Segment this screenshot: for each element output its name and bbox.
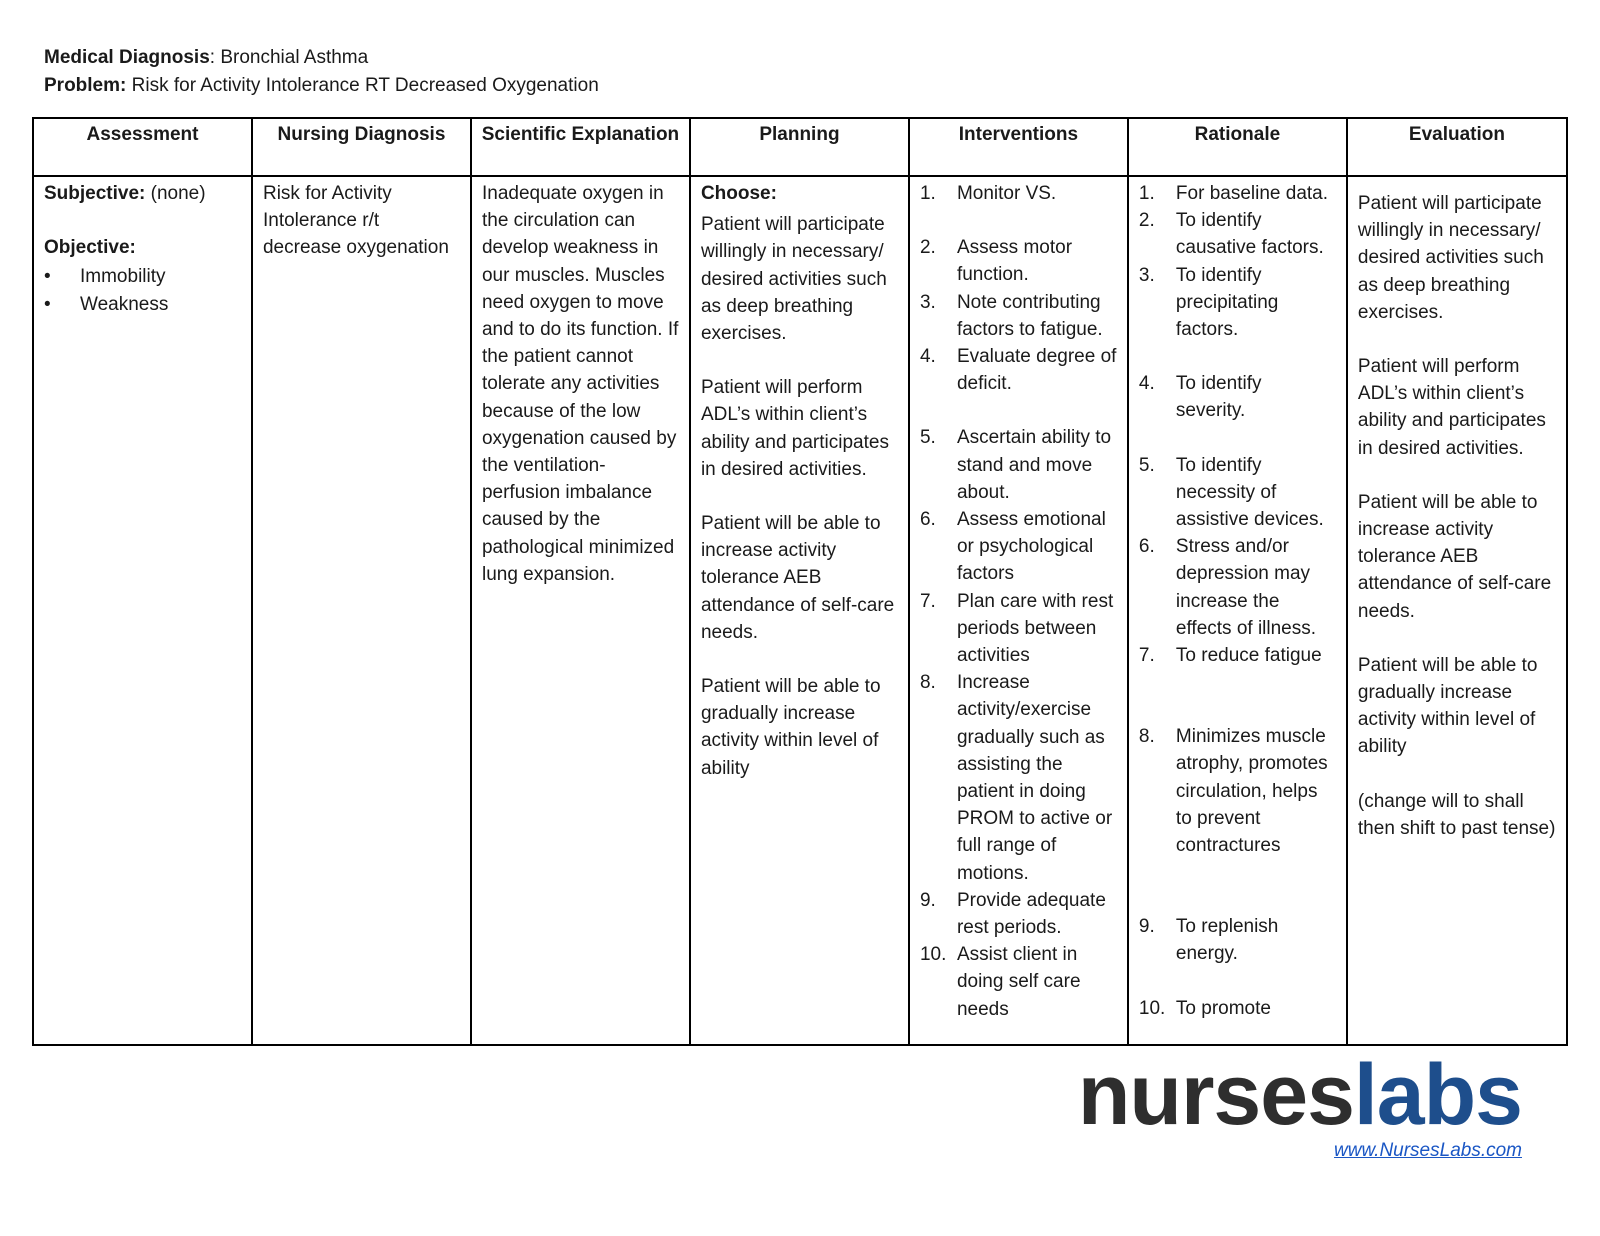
nursing-diagnosis-text: Risk for Activity Intolerance r/t decrease oxygenation xyxy=(262,183,449,259)
list-item xyxy=(920,887,1117,941)
column-header-rationale: Rationale xyxy=(1128,118,1347,176)
item-text: Note contributing factors to fatigue. xyxy=(956,291,1103,340)
evaluation-cell xyxy=(1347,176,1567,1045)
planning-item: Patient will participate willingly in necessary/ desired activities such as deep breathing exercises. xyxy=(700,214,887,345)
objective-label-text: Objective: xyxy=(44,237,136,259)
planning-item: Patient will be able to gradually increase activity within level of ability xyxy=(700,676,881,779)
objective-label xyxy=(44,234,241,261)
planning-choose-label xyxy=(701,180,898,207)
list-item xyxy=(920,669,1117,887)
item-number: 9. xyxy=(919,889,936,911)
scientific-explanation-text: Inadequate oxygen in the circulation can develop weakness in our muscles. Muscles need oxygen to move and to do its function. If the patient cannot tolerate any activities because of the low oxygenation caused by the ventilation-perfusion imbalance caused by the pathological minimized lung expansion. xyxy=(481,183,679,585)
item-text: Assess emotional or psychological factors xyxy=(956,509,1106,585)
list-item xyxy=(1139,452,1336,534)
logo-labs-text: labs xyxy=(1353,1047,1522,1143)
list-item xyxy=(1139,207,1336,261)
item-number: 6. xyxy=(1138,536,1155,558)
list-item xyxy=(1139,723,1336,859)
problem-line xyxy=(44,72,599,100)
problem-label: Problem: xyxy=(44,75,127,96)
list-item xyxy=(1139,913,1336,967)
care-plan-table xyxy=(32,117,1568,1046)
item-text: To replenish energy. xyxy=(1175,916,1279,965)
planning-item: Patient will perform ADL’s within client’s ability and participates in desired activities. xyxy=(700,377,889,480)
item-number: 7. xyxy=(919,590,936,612)
medical-diagnosis-line xyxy=(44,44,599,72)
item-text: Assess motor function. xyxy=(956,237,1073,286)
item-text: To identify precipitating factors. xyxy=(1175,264,1279,341)
medical-diagnosis-value: : Bronchial Asthma xyxy=(209,47,369,68)
rationale-list xyxy=(1139,180,1336,1022)
item-number: 10. xyxy=(919,944,947,966)
item-number: 5. xyxy=(1138,454,1155,476)
website-link[interactable]: www.NursesLabs.com xyxy=(1334,1140,1522,1161)
item-text: To identify necessity of assistive devices. xyxy=(1175,454,1324,531)
item-text: Ascertain ability to stand and move about. xyxy=(956,427,1112,503)
list-item: • Immobility xyxy=(44,263,241,290)
list-item xyxy=(920,289,1117,343)
list-item xyxy=(920,506,1117,588)
item-number: 3. xyxy=(919,291,936,313)
document-header xyxy=(44,44,599,100)
subjective-label: Subjective: xyxy=(44,183,146,204)
item-text: To promote xyxy=(1175,997,1271,1019)
item-number: 7. xyxy=(1138,645,1155,667)
planning-cell xyxy=(690,176,909,1045)
item-text: For baseline data. xyxy=(1175,183,1329,204)
item-number: 2. xyxy=(1138,210,1155,232)
item-number: 6. xyxy=(919,509,936,531)
interventions-cell xyxy=(909,176,1128,1045)
item-text: Stress and/or depression may increase the effects of illness. xyxy=(1175,536,1317,639)
subjective-line xyxy=(44,180,241,207)
evaluation-note: (change will to shall then shift to past tense) xyxy=(1357,790,1556,839)
evaluation-item: Patient will participate willingly in necessary/ desired activities such as deep breathing exercises. xyxy=(1357,193,1544,323)
list-item xyxy=(1139,642,1336,669)
list-item xyxy=(920,234,1117,288)
item-text: Plan care with rest periods between activities xyxy=(956,590,1114,667)
column-header-scientific-explanation: Scientific Explanation xyxy=(471,118,690,176)
item-number: 2. xyxy=(919,237,936,259)
item-text: Minimizes muscle atrophy, promotes circulation, helps to prevent contractures xyxy=(1175,726,1328,857)
list-item xyxy=(1139,995,1336,1022)
logo-nurses-text: nurses xyxy=(1077,1047,1354,1143)
list-item: • Weakness xyxy=(44,291,241,318)
list-item xyxy=(920,343,1117,397)
list-item xyxy=(1139,533,1336,642)
assessment-cell xyxy=(33,176,252,1045)
list-item xyxy=(920,588,1117,670)
column-header-assessment: Assessment xyxy=(33,118,252,176)
evaluation-item: Patient will be able to increase activity tolerance AEB attendance of self-care needs. xyxy=(1357,491,1552,622)
item-text: To identify severity. xyxy=(1175,373,1262,422)
column-header-planning: Planning xyxy=(690,118,909,176)
column-header-evaluation: Evaluation xyxy=(1347,118,1567,176)
item-number: 1. xyxy=(919,183,936,204)
column-header-nursing-diagnosis: Nursing Diagnosis xyxy=(252,118,471,176)
list-item xyxy=(920,941,1117,1023)
subjective-value: (none) xyxy=(145,183,206,204)
logo-wordmark xyxy=(1077,1047,1522,1143)
item-number: 5. xyxy=(919,427,936,449)
rationale-cell xyxy=(1128,176,1347,1045)
item-number: 3. xyxy=(1138,264,1155,286)
item-number: 4. xyxy=(1138,373,1155,395)
nurseslabs-logo xyxy=(1077,1047,1522,1162)
choose-label-text: Choose: xyxy=(700,183,777,204)
table-header-row xyxy=(33,118,1567,176)
evaluation-item: Patient will be able to gradually increase activity within level of ability xyxy=(1357,654,1538,758)
item-text: Increase activity/exercise gradually such as assisting the patient in doing PROM to active or full range of motions. xyxy=(956,672,1113,884)
item-number: 10. xyxy=(1138,997,1166,1019)
item-number: 4. xyxy=(919,346,936,368)
objective-list xyxy=(44,263,241,317)
list-item xyxy=(1139,370,1336,424)
list-item xyxy=(1139,262,1336,344)
list-item xyxy=(1139,180,1336,207)
list-item xyxy=(920,180,1117,207)
item-text: Provide adequate rest periods. xyxy=(956,889,1106,939)
item-text: Assist client in doing self care needs xyxy=(956,944,1081,1020)
medical-diagnosis-label: Medical Diagnosis xyxy=(44,47,210,68)
item-number: 8. xyxy=(1138,726,1155,748)
nursing-diagnosis-cell xyxy=(252,176,471,1045)
table-row xyxy=(33,176,1567,1045)
item-text: Monitor VS. xyxy=(956,183,1057,204)
scientific-explanation-cell xyxy=(471,176,690,1045)
item-number: 9. xyxy=(1138,916,1155,938)
evaluation-item: Patient will perform ADL’s within client’s ability and participates in desired activities. xyxy=(1357,356,1546,459)
item-text: To identify causative factors. xyxy=(1175,210,1324,259)
item-text: To reduce fatigue xyxy=(1175,645,1322,667)
item-number: 1. xyxy=(1138,183,1155,204)
column-header-interventions: Interventions xyxy=(909,118,1128,176)
item-number: 8. xyxy=(919,672,936,694)
item-text: Evaluate degree of deficit. xyxy=(956,346,1117,395)
list-item xyxy=(920,424,1117,506)
planning-item: Patient will be able to increase activity tolerance AEB attendance of self-care needs. xyxy=(700,513,895,643)
interventions-list xyxy=(920,180,1117,1023)
problem-value: Risk for Activity Intolerance RT Decreased Oxygenation xyxy=(126,75,599,96)
